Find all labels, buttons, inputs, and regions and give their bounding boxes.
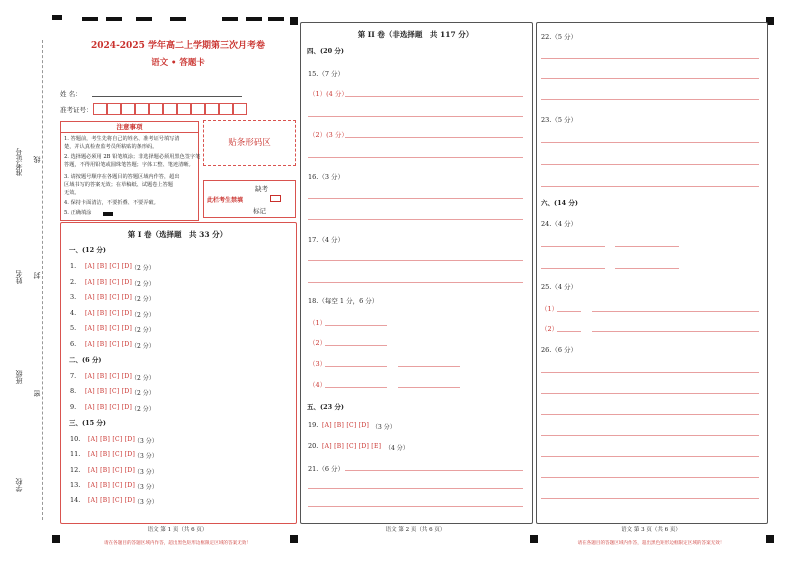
q25-label: 25.（4 分） bbox=[541, 283, 578, 291]
q-points: （3 分） bbox=[134, 453, 158, 460]
card-title: 2024-2025 学年高二上学期第三次月考卷 bbox=[91, 41, 265, 51]
note-line: 1. 答题前，考生先将自己的姓名、准考证号填写清 bbox=[64, 136, 180, 142]
q24-label: 24.（4 分） bbox=[541, 220, 578, 228]
q-num: 1. bbox=[70, 262, 77, 270]
q-points: （2 分） bbox=[131, 343, 155, 350]
side-label-secret: 密 bbox=[33, 390, 41, 397]
notes-title: 注意事项 bbox=[61, 122, 198, 133]
note-line: 2. 选择题必须用 2B 铅笔填涂；非选择题必须用黑色签字笔 bbox=[64, 154, 201, 160]
q-num: 13. bbox=[70, 481, 81, 489]
q-num: 5. bbox=[70, 324, 77, 332]
q-points: （3 分） bbox=[134, 499, 158, 506]
part4-title: 四、(20 分) bbox=[307, 47, 344, 55]
q19-options[interactable]: [A] [B] [C] [D] bbox=[322, 422, 370, 429]
q20-points: （4 分） bbox=[385, 445, 409, 452]
notes-box bbox=[60, 121, 199, 221]
q-points: （2 分） bbox=[131, 312, 155, 319]
q-points: （2 分） bbox=[131, 296, 155, 303]
side-label-id: 准考证号 bbox=[15, 148, 23, 176]
q-options[interactable]: [A] [B] [C] [D] bbox=[85, 279, 133, 286]
q23-label: 23.（5 分） bbox=[541, 116, 578, 124]
side-label-school: 学校 bbox=[15, 478, 23, 492]
q19-points: （3 分） bbox=[372, 424, 396, 431]
q-num: 10. bbox=[70, 435, 81, 443]
footer-warn-right: 请在各题目的答题区域内作答，超出黑色矩形边框限定区域的答案无效！ bbox=[577, 541, 725, 546]
q-points: （2 分） bbox=[131, 281, 155, 288]
part6-title: 六、(14 分) bbox=[541, 199, 578, 207]
q15-2-label: （2）(3 分） bbox=[309, 131, 348, 139]
q-num: 2. bbox=[70, 278, 77, 286]
absent-label: 此栏考生禁填 bbox=[207, 197, 244, 204]
note-line: 区域书写的答案无效；在草稿纸、试题卷上答题 bbox=[64, 182, 173, 188]
part3-title: 三、(15 分) bbox=[69, 419, 106, 427]
q-options[interactable]: [A] [B] [C] [D] bbox=[85, 388, 133, 395]
name-label: 姓 名： bbox=[60, 90, 82, 98]
part1-title: 一、(12 分) bbox=[69, 246, 106, 254]
q-num: 12. bbox=[70, 466, 81, 474]
q-points: （2 分） bbox=[131, 406, 155, 413]
q-options[interactable]: [A] [B] [C] [D] bbox=[88, 482, 136, 489]
footer-warn-left: 请在各题目的答题区域内作答，超出黑色矩形边框限定区域的答案无效！ bbox=[103, 541, 251, 546]
absent-checkbox[interactable] bbox=[270, 195, 281, 202]
q-points: （2 分） bbox=[131, 327, 155, 334]
fill-example-icon bbox=[103, 212, 113, 216]
binding-line bbox=[42, 40, 43, 520]
q-options[interactable]: [A] [B] [C] [D] bbox=[88, 436, 136, 443]
section1-title: 第 I 卷（选择题 共 33 分） bbox=[127, 230, 228, 239]
q-num: 7. bbox=[70, 372, 77, 380]
q-points: （3 分） bbox=[134, 484, 158, 491]
q-points: （2 分） bbox=[131, 390, 155, 397]
q-options[interactable]: [A] [B] [C] [D] bbox=[85, 325, 133, 332]
name-field[interactable] bbox=[92, 96, 242, 97]
absent-line1: 缺考 bbox=[255, 185, 268, 193]
q-points: （2 分） bbox=[131, 265, 155, 272]
q19-num: 19. bbox=[308, 421, 319, 429]
note-line: 3. 请按题号顺序在各题目的答题区域内作答，超出 bbox=[64, 174, 180, 180]
q15-label: 15.（7 分） bbox=[308, 70, 345, 78]
q18-label: 18.（每空 1 分，6 分） bbox=[308, 297, 379, 305]
q25-sub-2: （2） bbox=[541, 325, 559, 333]
side-label-name: 姓名 bbox=[15, 270, 23, 284]
q-points: （3 分） bbox=[134, 469, 158, 476]
side-label-class: 班级 bbox=[15, 370, 23, 384]
note-line: 楚，并认真检查监考员所粘贴的条形码。 bbox=[64, 144, 158, 150]
section2-title: 第 II 卷（非选择题 共 117 分） bbox=[357, 30, 474, 39]
q-options[interactable]: [A] [B] [C] [D] bbox=[85, 263, 133, 270]
q-options[interactable]: [A] [B] [C] [D] bbox=[85, 373, 133, 380]
id-label: 准考证号： bbox=[60, 106, 93, 114]
part5-title: 五、(23 分) bbox=[307, 403, 344, 411]
footer-page1: 语文 第 1 页（共 6 页） bbox=[147, 527, 208, 533]
q-points: （3 分） bbox=[134, 438, 158, 445]
q21-label: 21.（6 分） bbox=[308, 465, 345, 473]
q-num: 11. bbox=[70, 450, 81, 458]
q16-label: 16.（3 分） bbox=[308, 173, 345, 181]
q-num: 9. bbox=[70, 403, 77, 411]
q-options[interactable]: [A] [B] [C] [D] bbox=[85, 294, 133, 301]
side-label-seal: 封 bbox=[33, 272, 41, 279]
q22-label: 22.（5 分） bbox=[541, 33, 578, 41]
q-options[interactable]: [A] [B] [C] [D] bbox=[85, 404, 133, 411]
q-options[interactable]: [A] [B] [C] [D] bbox=[85, 341, 133, 348]
q-options[interactable]: [A] [B] [C] [D] bbox=[88, 497, 136, 504]
q18-sub-4: （4） bbox=[309, 381, 327, 389]
card-subtitle: 语文 • 答题卡 bbox=[151, 58, 205, 68]
note-line: 5. 正确填涂 bbox=[64, 210, 92, 216]
side-label-line: 线 bbox=[33, 156, 41, 163]
note-line: 4. 保持卡面清洁，不要折叠、不要弄破。 bbox=[64, 200, 159, 206]
footer-page3: 语文 第 3 页（共 6 页） bbox=[621, 527, 681, 533]
q-options[interactable]: [A] [B] [C] [D] bbox=[85, 310, 133, 317]
q-num: 14. bbox=[70, 496, 81, 504]
note-line: 答题，不得用铅笔或圆珠笔答题；字体工整、笔迹清晰。 bbox=[64, 162, 194, 168]
q-num: 8. bbox=[70, 387, 77, 395]
footer-page2: 语文 第 2 页（共 6 页） bbox=[385, 527, 446, 533]
part2-title: 二、(6 分) bbox=[69, 356, 102, 364]
q-options[interactable]: [A] [B] [C] [D] bbox=[88, 451, 136, 458]
q20-num: 20. bbox=[308, 442, 319, 450]
q17-label: 17.（4 分） bbox=[308, 236, 345, 244]
q18-sub-1: （1） bbox=[309, 319, 327, 327]
absent-line2: 标记 bbox=[253, 207, 266, 215]
q-num: 6. bbox=[70, 340, 77, 348]
q26-label: 26.（6 分） bbox=[541, 346, 578, 354]
q18-sub-3: （3） bbox=[309, 360, 327, 368]
q-options[interactable]: [A] [B] [C] [D] bbox=[88, 467, 136, 474]
q-points: （2 分） bbox=[131, 375, 155, 382]
section3-panel bbox=[536, 22, 768, 524]
q-num: 3. bbox=[70, 293, 77, 301]
barcode-area: 贴条形码区 bbox=[203, 120, 296, 166]
q-num: 4. bbox=[70, 309, 77, 317]
q15-1-label: （1）(4 分） bbox=[309, 90, 348, 98]
q20-options[interactable]: [A] [B] [C] [D] [E] bbox=[322, 443, 382, 450]
q18-sub-2: （2） bbox=[309, 339, 327, 347]
q25-sub-1: （1） bbox=[541, 305, 559, 313]
note-line: 无效。 bbox=[64, 190, 80, 196]
